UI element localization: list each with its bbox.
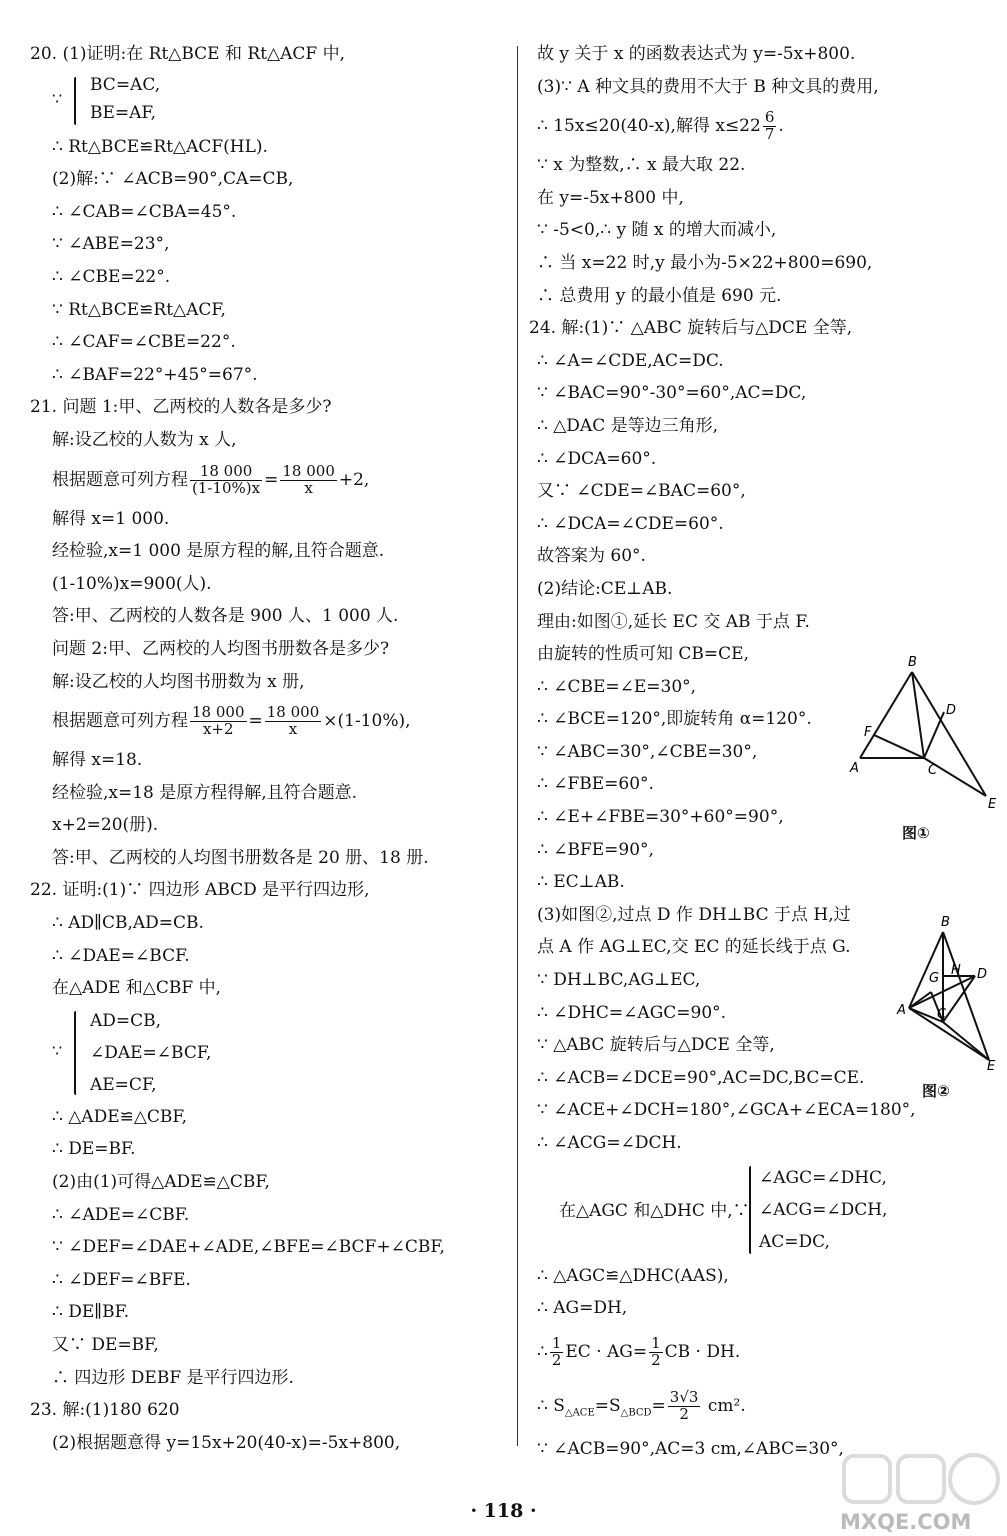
q24-line: (2)结论:CE⊥AB.: [537, 578, 673, 599]
q21-line: 解:设乙校的人均图书册数为 x 册,: [52, 671, 305, 692]
q20-brace-item: BC=AC,: [90, 74, 161, 95]
equation-tail: ×(1-10%),: [323, 711, 411, 732]
point-label: G: [929, 971, 940, 986]
q22-line: ∴ △ADE≌△CBF,: [52, 1106, 187, 1127]
q24-brace-item: AC=DC,: [759, 1231, 830, 1252]
q24-line: ∵ △ABC 旋转后与△DCE 全等,: [537, 1035, 775, 1056]
q21-line: 21. 问题 1:甲、乙两校的人数各是多少?: [30, 397, 332, 418]
page-number: · 118 ·: [470, 1500, 537, 1522]
q21-line: 答:甲、乙两校的人数各是 900 人、1 000 人.: [52, 606, 399, 627]
q24-line: 故答案为 60°.: [537, 546, 646, 567]
figure-2-caption: 图②: [922, 1082, 950, 1100]
figure-1-diagram: [848, 650, 1003, 810]
denominator: 2: [551, 1350, 562, 1369]
brace: [749, 1166, 751, 1254]
q22-line: ∴ 四边形 DEBF 是平行四边形.: [52, 1367, 294, 1388]
q24-line: ∵ ∠BAC=90°-30°=60°,AC=DC,: [537, 383, 807, 404]
point-label: E: [988, 797, 997, 810]
q24-line: ∵ DH⊥BC,AG⊥EC,: [537, 970, 701, 991]
figure-2-diagram: [893, 912, 1003, 1072]
q24-line: (3)如图②,过点 D 作 DH⊥BC 于点 H,过: [537, 904, 851, 925]
q23-line: 23. 解:(1)180 620: [30, 1400, 180, 1421]
q22-line: ∴ DE=BF.: [52, 1139, 136, 1160]
brace-lead: 在△AGC 和△DHC 中,∵: [559, 1200, 750, 1221]
brace: [74, 1011, 76, 1095]
segment-ab: [860, 672, 912, 758]
q24-line: ∴ ∠DHC=∠AGC=90°.: [537, 1002, 727, 1023]
equals: =: [651, 1395, 666, 1416]
q22-line: ∴ ∠ADE=∠CBF.: [52, 1204, 190, 1225]
fraction: [763, 110, 777, 143]
q21-line: 解得 x=1 000.: [52, 508, 170, 529]
q24-line: ∵ ∠ACB=90°,AC=3 cm,∠ABC=30°,: [537, 1438, 844, 1459]
q23-line: ∴ 当 x=22 时,y 最小为-5×22+800=690,: [537, 252, 873, 273]
q22-brace-item: AE=CF,: [90, 1074, 157, 1095]
denominator: x: [304, 478, 313, 497]
q20-brace-item: BE=AF,: [90, 102, 156, 123]
point-label: B: [908, 655, 917, 670]
q24-line: ∴ ∠BCE=120°,即旋转角 α=120°.: [537, 709, 812, 730]
q24-line: ∴ ∠FBE=60°.: [537, 774, 654, 795]
q24-line: ∴ ∠DCA=∠CDE=60°.: [537, 513, 724, 534]
q21-equation-1: [30, 457, 500, 503]
q24-line: ∴ ∠BFE=90°,: [537, 839, 654, 860]
q21-line: 问题 2:甲、乙两校的人均图书册数各是多少?: [52, 638, 390, 659]
q24-line: 24. 解:(1)∵ △ABC 旋转后与△DCE 全等,: [529, 318, 853, 339]
q21-line: 答:甲、乙两校的人均图书册数各是 20 册、18 册.: [52, 847, 429, 868]
point-label: B: [941, 915, 950, 930]
brace: [74, 77, 76, 125]
left-column: [30, 38, 500, 1459]
q24-line: ∴ ∠DCA=60°.: [537, 448, 657, 469]
q21-line: 经检验,x=18 是原方程得解,且符合题意.: [52, 782, 358, 803]
q21-line: x+2=20(册).: [52, 815, 159, 836]
point-label: A: [897, 1003, 906, 1018]
q20-line: ∴ ∠CBE=22°.: [52, 266, 171, 287]
q22-line: ∵ ∠DEF=∠DAE+∠ADE,∠BFE=∠BCF+∠CBF,: [52, 1237, 445, 1258]
point-label: E: [987, 1059, 996, 1072]
q20-brace-group: [30, 71, 500, 131]
fraction: [550, 1336, 564, 1369]
q24-line: ∵ ∠ACE+∠DCH=180°,∠GCA+∠ECA=180°,: [537, 1100, 916, 1121]
q23-line: 在 y=-5x+800 中,: [537, 187, 684, 208]
q24-brace-group: [537, 1160, 937, 1260]
subscript: △BCD: [620, 1407, 652, 1419]
q23-line: ∴ 总费用 y 的最小值是 690 元.: [537, 285, 782, 306]
q22-line: ∴ AD∥CB,AD=CB.: [52, 913, 204, 934]
q24-line: 点 A 作 AG⊥EC,交 EC 的延长线于点 G.: [537, 937, 851, 958]
q21-line: (1-10%)x=900(人).: [52, 573, 212, 594]
inequality-lead: ∴ 15x≤20(40-x),解得 x≤22: [537, 116, 761, 137]
equation-part: ∴ S: [537, 1395, 565, 1416]
q22-line: (2)由(1)可得△ADE≌△CBF,: [52, 1172, 270, 1193]
q23-line: (3)∵ A 种文具的费用不大于 B 种文具的费用,: [537, 76, 879, 97]
q22-line: 又∵ DE=BF,: [52, 1335, 159, 1355]
q24-line: ∴ EC⊥AB.: [537, 872, 625, 893]
q21-line: 解:设乙校的人数为 x 人,: [52, 429, 237, 450]
numerator: 1: [651, 1334, 661, 1353]
point-label: D: [946, 703, 957, 718]
subscript: △ACE: [564, 1407, 595, 1419]
q24-line: ∵ ∠ABC=30°,∠CBE=30°,: [537, 741, 758, 762]
numerator: 18 000: [266, 703, 320, 722]
q22-brace-group: [30, 1005, 500, 1101]
q24-line: ∴ ∠ACG=∠DCH.: [537, 1133, 682, 1153]
equation-part: CB · DH.: [664, 1341, 741, 1362]
denominator: x: [288, 720, 298, 739]
q24-line: ∴ △DAC 是等边三角形,: [537, 415, 719, 436]
q22-line: ∴ ∠DEF=∠BFE.: [52, 1269, 191, 1290]
q24-area-equation: [537, 1325, 937, 1379]
because-symbol: ∵: [52, 1040, 63, 1060]
q20-line: ∴ ∠CAB=∠CBA=45°.: [52, 201, 237, 222]
denominator: 2: [679, 1404, 689, 1423]
equation-lead: 根据题意可列方程: [52, 711, 188, 732]
unit: cm².: [707, 1395, 746, 1416]
equation-lead: 根据题意可列方程: [52, 469, 188, 490]
equals: =: [248, 711, 263, 732]
q23-line: ∵ -5<0,∴ y 随 x 的增大而减小,: [537, 220, 777, 241]
segment-ae: [909, 1008, 989, 1060]
q20-line: ∴ Rt△BCE≌Rt△ACF(HL).: [52, 136, 268, 157]
point-label: D: [977, 967, 988, 982]
q22-line: ∴ DE∥BF.: [52, 1302, 130, 1323]
fraction: [265, 705, 322, 738]
q24-line: 由旋转的性质可知 CB=CE,: [537, 644, 749, 665]
point-label: C: [937, 1007, 947, 1022]
denominator: 7: [764, 125, 775, 144]
q20-line: (2)解:∵ ∠ACB=90°,CA=CB,: [52, 169, 294, 190]
because-symbol: ∵: [52, 88, 63, 108]
point-label: H: [951, 963, 961, 978]
q24-area-result: [537, 1379, 937, 1433]
fraction: [190, 461, 262, 497]
point-label: C: [928, 763, 938, 778]
point-label: F: [864, 725, 872, 740]
numerator: 3√3: [669, 1388, 699, 1407]
numerator: 18 000: [192, 703, 245, 722]
equals: =: [264, 469, 279, 490]
numerator: 1: [551, 1334, 562, 1353]
q24-brace-item: ∠AGC=∠DHC,: [759, 1167, 887, 1188]
q23-line: (2)根据题意得 y=15x+20(40-x)=-5x+800,: [52, 1432, 401, 1453]
q24-line: ∴ AG=DH,: [537, 1298, 628, 1319]
figure-1-caption: 图①: [902, 824, 930, 842]
numerator: 18 000: [282, 461, 335, 480]
inequality-tail: .: [778, 116, 784, 137]
column-divider: [517, 46, 518, 1446]
q22-line: 22. 证明:(1)∵ 四边形 ABCD 是平行四边形,: [30, 880, 370, 901]
denominator: x+2: [202, 720, 234, 739]
q23-line: 故 y 关于 x 的函数表达式为 y=-5x+800.: [537, 44, 856, 64]
q20-line: ∴ ∠BAF=22°+45°=67°.: [52, 364, 258, 385]
equation-part: =S: [594, 1395, 621, 1416]
q24-line: ∴ ∠A=∠CDE,AC=DC.: [537, 350, 724, 371]
q21-line: 经检验,x=1 000 是原方程的解,且符合题意.: [52, 541, 385, 562]
q20-line: ∴ ∠CAF=∠CBE=22°.: [52, 332, 236, 353]
q20-line: 20. (1)证明:在 Rt△BCE 和 Rt△ACF 中,: [30, 44, 345, 64]
q24-line: 又∵ ∠CDE=∠BAC=60°,: [537, 481, 746, 502]
q22-brace-item: ∠DAE=∠BCF,: [90, 1042, 212, 1063]
q21-line: 解得 x=18.: [52, 750, 143, 771]
q24-line: 理由:如图①,延长 EC 交 AB 于点 F.: [537, 611, 810, 632]
numerator: 18 000: [190, 464, 262, 481]
q22-line: ∴ ∠DAE=∠BCF.: [52, 945, 190, 966]
fraction: [668, 1390, 701, 1423]
segment-bc: [912, 672, 924, 758]
segment-cd: [924, 712, 944, 758]
q24-line: ∴ ∠ACB=∠DCE=90°,AC=DC,BC=CE.: [537, 1067, 865, 1088]
denominator: 2: [651, 1350, 661, 1369]
watermark-url: MXQE.COM: [840, 1510, 972, 1534]
q24-line: ∴ ∠E+∠FBE=30°+60°=90°,: [537, 807, 784, 828]
q24-line: ∴ ∠CBE=∠E=30°,: [537, 676, 697, 697]
numerator: 6: [764, 108, 775, 127]
q23-line: ∵ x 为整数,∴ x 最大取 22.: [537, 155, 746, 176]
q22-line: 在△ADE 和△CBF 中,: [52, 978, 221, 999]
q22-brace-item: AD=CB,: [90, 1010, 162, 1031]
fraction: [190, 705, 247, 738]
point-label: A: [850, 761, 859, 776]
therefore-symbol: ∴: [537, 1341, 548, 1362]
equation-tail: +2,: [338, 469, 370, 490]
denominator: (1-10%)x: [192, 478, 261, 497]
q20-line: ∵ Rt△BCE≌Rt△ACF,: [52, 299, 226, 320]
equation-part: EC · AG=: [565, 1341, 648, 1362]
segment-cf: [874, 735, 924, 758]
fraction: [280, 461, 337, 497]
q23-inequality: [537, 103, 937, 149]
fraction: [649, 1336, 663, 1369]
q24-line: ∴ △AGC≌△DHC(AAS),: [537, 1265, 729, 1286]
q20-line: ∵ ∠ABE=23°,: [52, 234, 170, 255]
q24-brace-item: ∠ACG=∠DCH,: [759, 1199, 888, 1220]
segment-be: [912, 672, 986, 796]
q21-equation-2: [30, 698, 500, 744]
